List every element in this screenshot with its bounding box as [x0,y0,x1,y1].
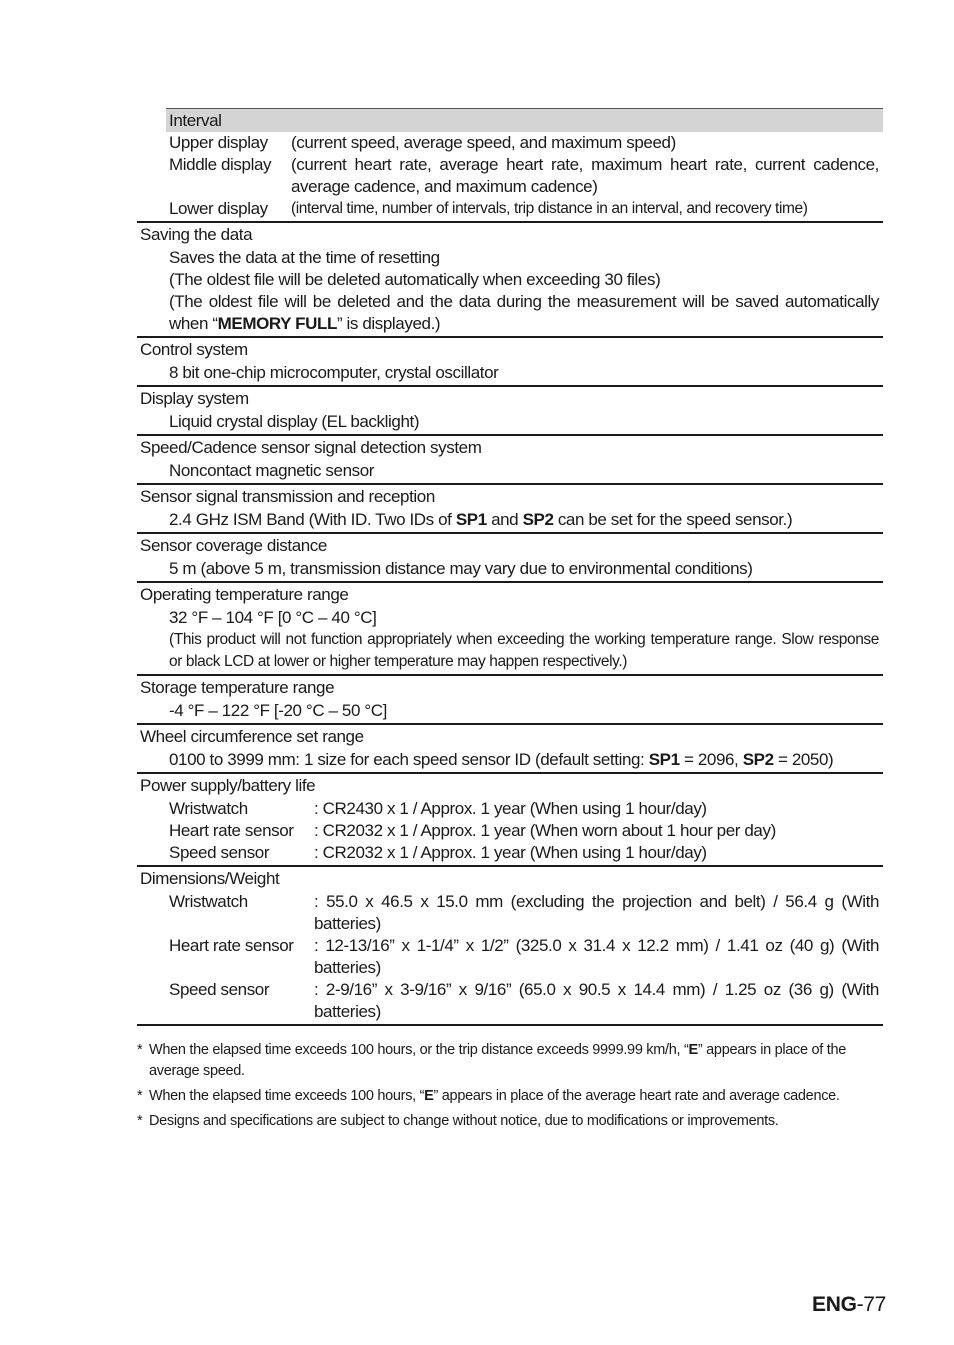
storage-heading: Storage temperature range [140,678,335,697]
footnote-2-start: When the elapsed time exceeds 100 hours, “ [149,1088,425,1104]
power-heart-rate-label: Heart rate sensor [169,821,294,840]
footnote-1 [137,1040,883,1082]
page-number-suffix: -77 [856,1293,887,1316]
display-heading: Display system [140,389,249,408]
saving-section [137,223,883,338]
sp2-text: SP2 [522,510,554,529]
power-speed-sensor-label: Speed sensor [169,843,270,862]
control-value: 8 bit one-chip microcomputer, crystal oscillator [169,363,499,382]
operating-heading: Operating temperature range [140,585,349,604]
power-section [137,774,883,867]
dim-speed-sensor-label: Speed sensor [169,980,270,999]
footnotes [137,1040,883,1136]
page-number [812,1293,886,1317]
middle-display-label: Middle display [169,155,272,174]
transmission-text-b: and [486,510,523,529]
power-speed-sensor-value: : CR2032 x 1 / Approx. 1 year (When using 1 hour/day) [314,843,707,862]
transmission-section [137,485,883,534]
wheel-value [137,749,883,771]
coverage-heading: Sensor coverage distance [140,536,327,555]
footnote-1-text [149,1040,883,1082]
footnote-2-end: ” appears in place of the average heart rate and average cadence. [433,1088,840,1104]
saving-line-2: (The oldest file will be deleted automatically when exceeding 30 files) [169,270,661,289]
sp1-text: SP1 [455,510,487,529]
transmission-text-c: can be set for the speed sensor.) [553,510,793,529]
detection-heading: Speed/Cadence sensor signal detection system [140,438,482,457]
interval-heading: Interval [166,109,883,132]
footnote-2-text [149,1086,840,1107]
footnote-2 [137,1086,883,1107]
lower-display-value: (interval time, number of intervals, trip distance in an interval, and recovery time) [291,200,808,217]
footnote-3 [137,1111,883,1132]
transmission-text-a: 2.4 GHz ISM Band (With ID. Two IDs of [169,510,456,529]
wheel-sp1-text: SP1 [648,750,680,769]
page-number-prefix: ENG [812,1293,857,1316]
display-section [137,387,883,436]
power-wristwatch-value: : CR2430 x 1 / Approx. 1 year (When using 1 hour/day) [314,799,707,818]
saving-line-1: Saves the data at the time of resetting [169,248,440,267]
display-value: Liquid crystal display (EL backlight) [169,412,420,431]
memory-full-text: MEMORY FULL [217,314,337,333]
wheel-text-b: = 2096, [679,750,743,769]
footnote-1-e: E [688,1042,698,1058]
middle-display-value: (current heart rate, average heart rate, maximum heart rate, current cadence, average cadence, and maximum cadence) [291,155,879,196]
saving-line-3 [137,291,883,335]
footnote-2-marker: * [137,1088,143,1104]
footnote-2-e: E [424,1088,434,1104]
dim-heart-rate-label: Heart rate sensor [169,936,294,955]
footnote-1-marker: * [137,1042,143,1058]
detection-section [137,436,883,485]
power-heart-rate-value: : CR2032 x 1 / Approx. 1 year (When worn about 1 hour per day) [314,821,776,840]
operating-value: 32 °F – 104 °F [0 °C – 40 °C] [169,608,377,627]
dimensions-section [137,867,883,1026]
lower-display-label: Lower display [169,199,268,218]
footnote-3-text: Designs and specifications are subject to change without notice, due to modifications or improvements. [149,1113,779,1129]
coverage-section [137,534,883,583]
wheel-section [137,725,883,774]
power-wristwatch-label: Wristwatch [169,799,248,818]
upper-display-label: Upper display [169,133,268,152]
interval-rows [166,132,883,220]
interval-section [137,108,883,223]
power-heading: Power supply/battery life [140,776,316,795]
storage-value: -4 °F – 122 °F [-20 °C – 50 °C] [169,701,387,720]
transmission-heading: Sensor signal transmission and reception [140,487,435,506]
transmission-value [137,509,883,531]
detection-value: Noncontact magnetic sensor [169,461,375,480]
spec-sheet [137,108,883,1026]
dim-wristwatch-value: : 55.0 x 46.5 x 15.0 mm (excluding the projection and belt) / 56.4 g (With batteries) [314,892,879,933]
wheel-text-a: 0100 to 3999 mm: 1 size for each speed sensor ID (default setting: [169,750,649,769]
operating-note: (This product will not function appropriately when exceeding the working temperature range. Slow response or black LCD at lower or higher temperature may happen respectively.) [169,631,879,670]
interval-wrap [166,108,883,220]
saving-heading: Saving the data [140,225,253,244]
wheel-heading: Wheel circumference set range [140,727,364,746]
dim-wristwatch-label: Wristwatch [169,892,248,911]
dim-heart-rate-value: : 12-13/16” x 1-1/4” x 1/2” (325.0 x 31.4 x 12.2 mm) / 1.41 oz (40 g) (With batteries) [314,936,879,977]
wheel-text-c: = 2050) [773,750,834,769]
footnote-1-end: ” appears in place of the average speed. [149,1042,846,1079]
saving-line-3-end: ” is displayed.) [336,314,441,333]
dimensions-rows [137,891,883,1023]
dim-speed-sensor-value: : 2-9/16” x 3-9/16” x 9/16” (65.0 x 90.5 x 14.4 mm) / 1.25 oz (36 g) (With batteries) [314,980,879,1021]
wheel-sp2-text: SP2 [742,750,774,769]
coverage-value: 5 m (above 5 m, transmission distance may vary due to environmental conditions) [169,559,753,578]
footnote-1-start: When the elapsed time exceeds 100 hours, or the trip distance exceeds 9999.99 km/h, “ [149,1042,689,1058]
dimensions-heading: Dimensions/Weight [140,869,280,888]
footnote-3-marker: * [137,1113,143,1129]
storage-section [137,676,883,725]
upper-display-value: (current speed, average speed, and maximum speed) [291,133,676,152]
control-section [137,338,883,387]
control-heading: Control system [140,340,248,359]
saving-line-3-start: (The oldest file will be deleted and the data during the measurement will be saved automatically when “ [169,292,879,333]
operating-section [137,583,883,676]
power-rows [137,798,883,864]
